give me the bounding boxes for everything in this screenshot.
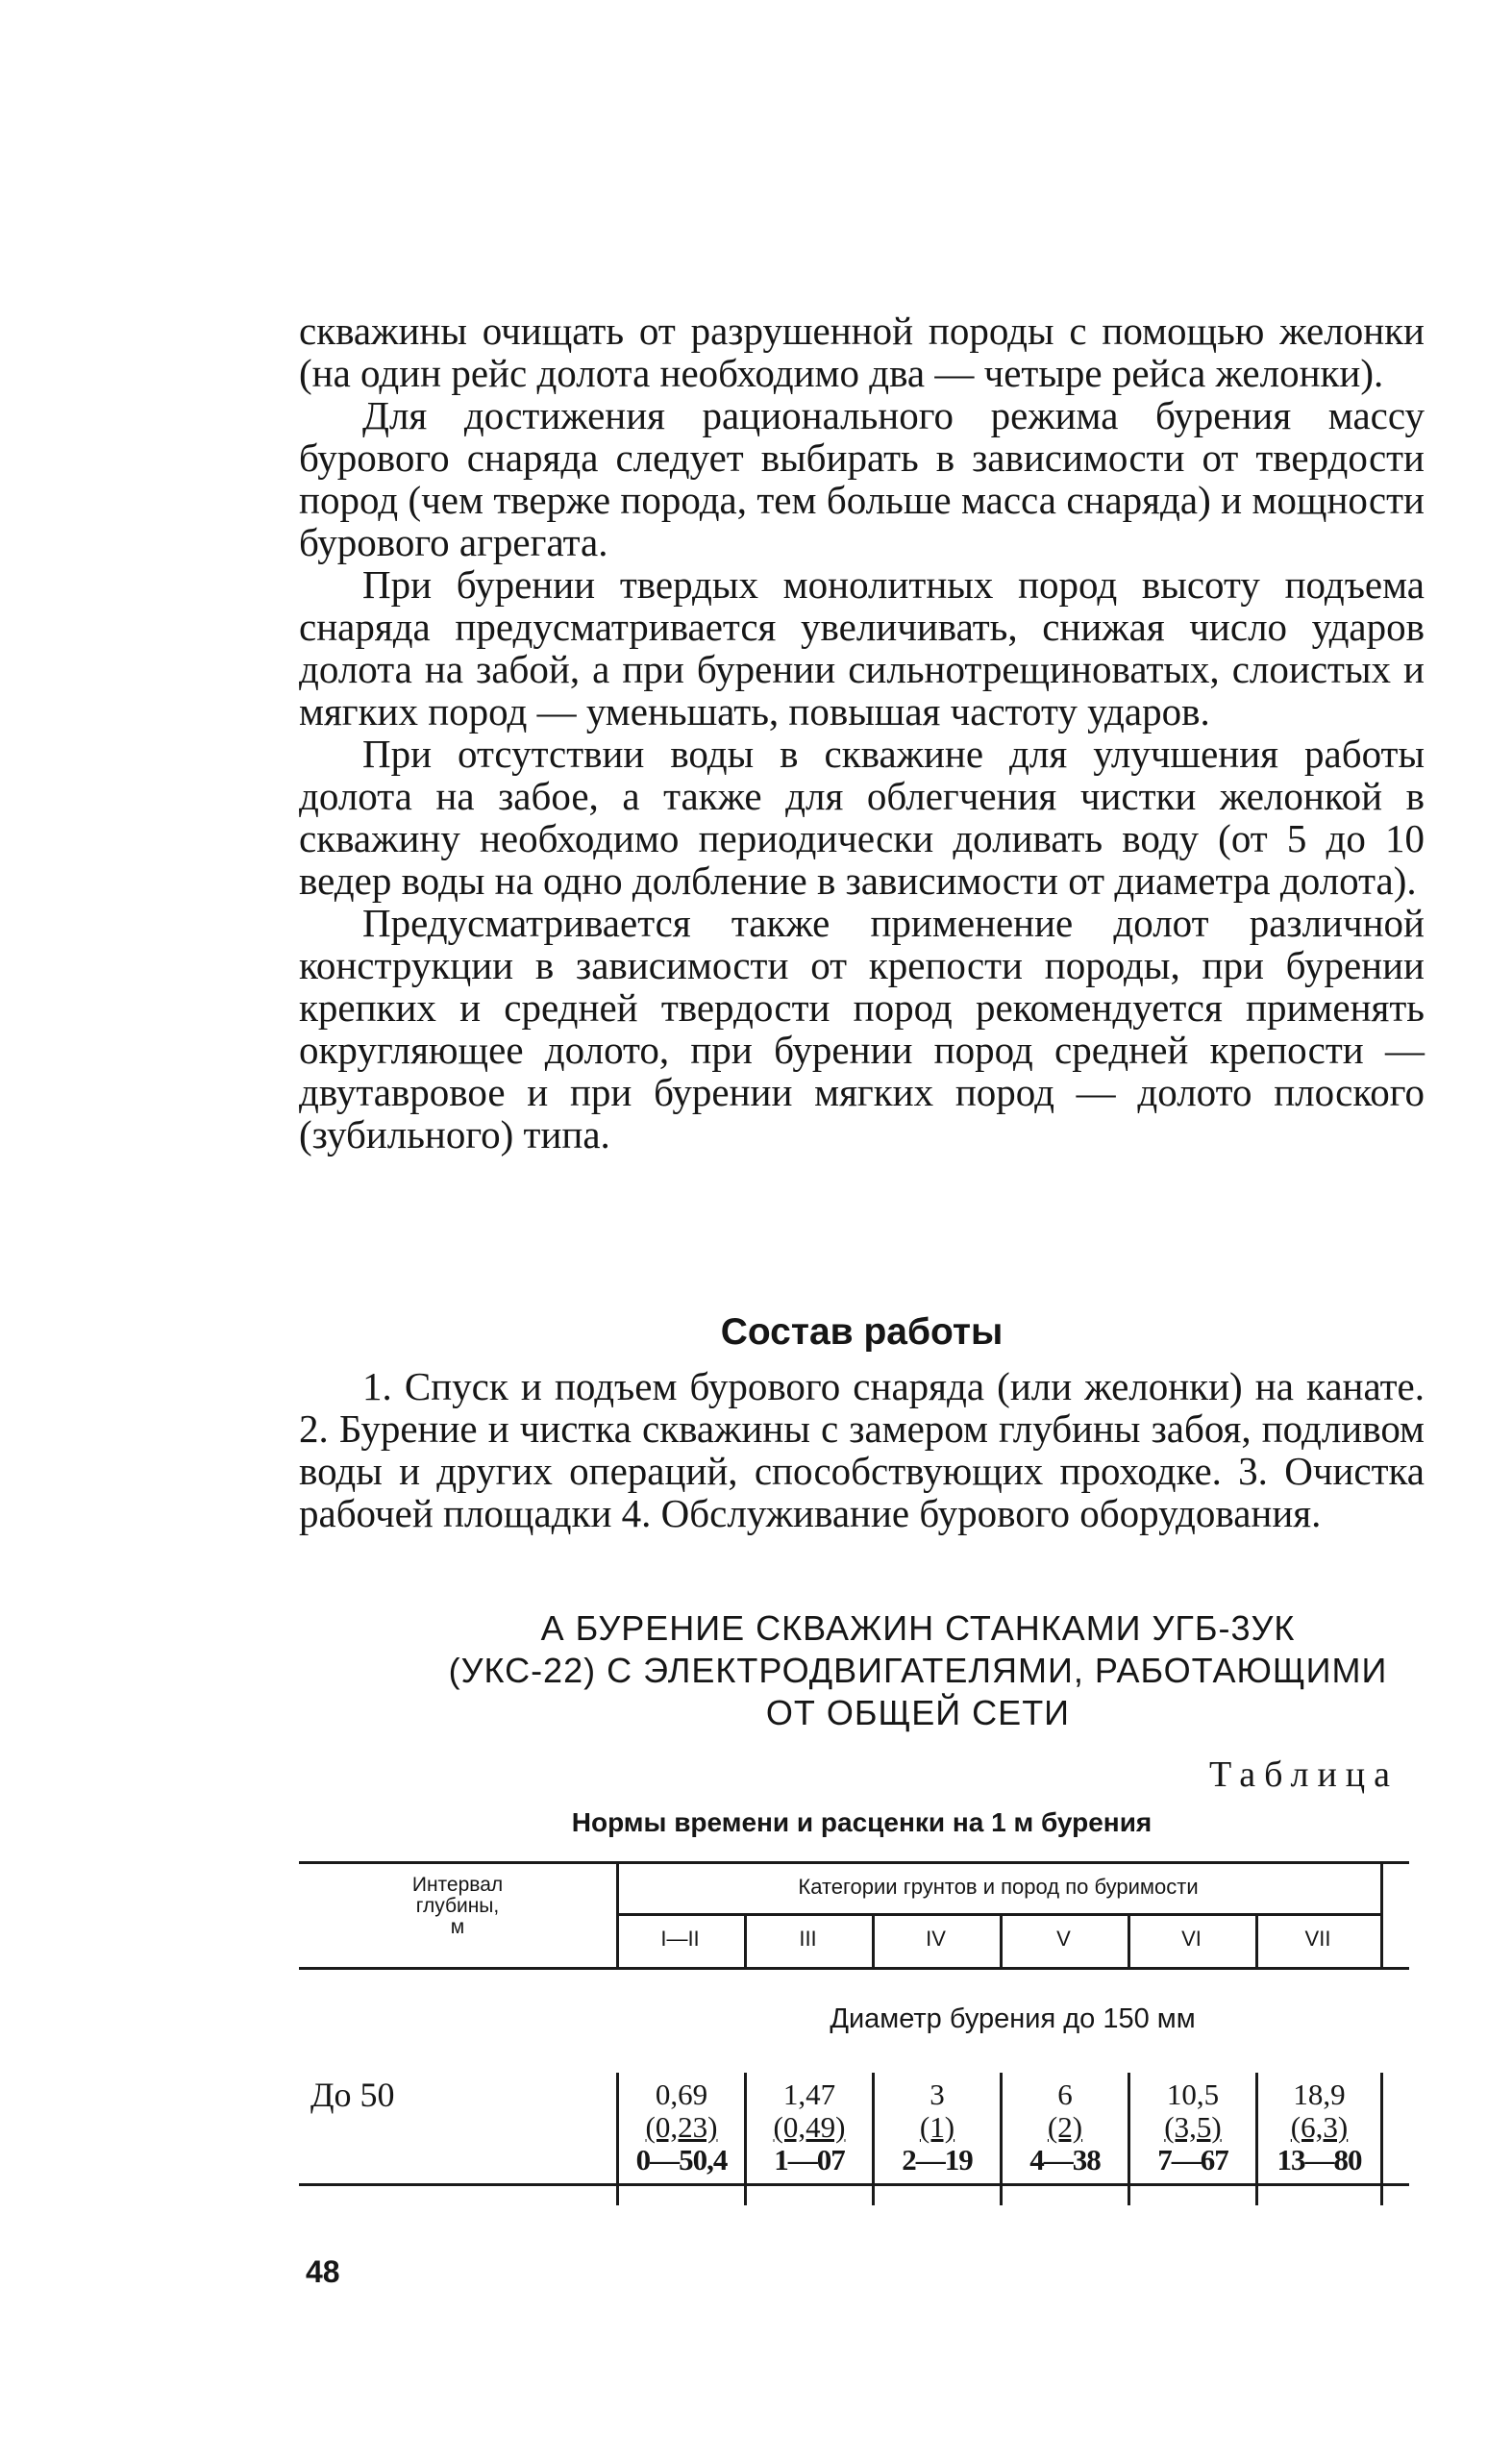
paragraph-4: При отсутствии воды в скважине для улучшения работы долота на забое, а также для облегчения чистки желонкой в скважину необходимо периодически доливать воду (от 5 до 10 ведер воды на одно долбление в зависимости от диаметра долота).	[299, 732, 1425, 903]
header-divider	[1380, 1861, 1383, 1967]
section-title-line-2: (УКС-22) С ЭЛЕКТРОДВИГАТЕЛЯМИ, РАБОТАЮЩИМИ	[448, 1651, 1388, 1690]
category-header: V	[1056, 1927, 1071, 1951]
category-header: I—II	[660, 1927, 700, 1951]
body-text	[299, 310, 1425, 1156]
categories-rule	[616, 1913, 1380, 1916]
table-cell: 1,47 (0,49) 1—07	[773, 2077, 846, 2177]
table-caption: Нормы времени и расценки на 1 м бурения	[571, 1807, 1153, 1837]
table-cell: 0,69 (0,23) 0—50,4	[635, 2077, 728, 2177]
table-cell: 6 (2) 4—38	[1029, 2077, 1101, 2177]
section-title-line-3: ОТ ОБЩЕЙ СЕТИ	[765, 1693, 1071, 1732]
depth-row-label: До 50	[310, 2076, 395, 2114]
table-bottom-rule	[299, 2183, 1409, 2186]
diameter-subheading: Диаметр бурения до 150 мм	[830, 2003, 1196, 2034]
composition-text: 1. Спуск и подъем бурового снаряда (или желонки) на канате. 2. Бурение и чистка скважины с замером глубины забоя, подливом воды и других операций, способствующих проходке. 3. Очистка рабочей площадки 4. Обслуживание бурового оборудования.	[299, 1364, 1425, 1535]
section-title-line-1: А БУРЕНИЕ СКВАЖИН СТАНКАМИ УГБ-3УК	[540, 1608, 1296, 1648]
table-cell: 10,5 (3,5) 7—67	[1157, 2077, 1228, 2177]
page-number: 48	[306, 2254, 340, 2289]
table-top-rule	[299, 1861, 1409, 1864]
category-header: VI	[1181, 1927, 1202, 1951]
paragraph-3: При бурении твердых монолитных пород высоту подъема снаряда предусматривается увеличивать, снижая число ударов долота на забой, а при бурении сильнотрещиноватых, слоистых и мягких пород — уменьшать, повышая частоту ударов.	[299, 562, 1425, 734]
table-cell: 18,9 (6,3) 13—80	[1277, 2077, 1362, 2177]
table-label: Таблица	[1208, 1754, 1399, 1795]
category-header: VII	[1304, 1927, 1331, 1951]
row-divider	[1380, 2073, 1383, 2205]
paragraph-1: скважины очищать от разрушенной породы с помощью желонки (на один рейс долота необходимо два — четыре рейса желонки).	[299, 309, 1425, 395]
table-cell: 3 (1) 2—19	[902, 2077, 973, 2177]
paragraph-5: Предусматривается также применение долот различной конструкции в зависимости от крепости породы, при бурении крепких и средней твердости пород рекомендуется применять округляющее долото, при бурении пород средней крепости — двутавровое и при бурении мягких пород — долото плоского (зубильного) типа.	[299, 901, 1425, 1157]
table-header-rule	[299, 1967, 1409, 1970]
composition-heading: Состав работы	[720, 1311, 1004, 1353]
categories-header: Категории грунтов и пород по буримости	[798, 1875, 1199, 1899]
category-header: IV	[926, 1927, 946, 1951]
depth-interval-header: Интервал глубины, м	[411, 1874, 504, 1938]
composition-block	[299, 1365, 1425, 1534]
section-title	[413, 1607, 1423, 1734]
norms-table	[299, 1861, 1409, 2207]
category-header: III	[799, 1927, 817, 1951]
paragraph-2: Для достижения рационального режима бурения массу бурового снаряда следует выбирать в зависимости от твердости пород (чем тверже порода, тем больше масса снаряда) и мощности бурового агрегата.	[299, 393, 1425, 564]
